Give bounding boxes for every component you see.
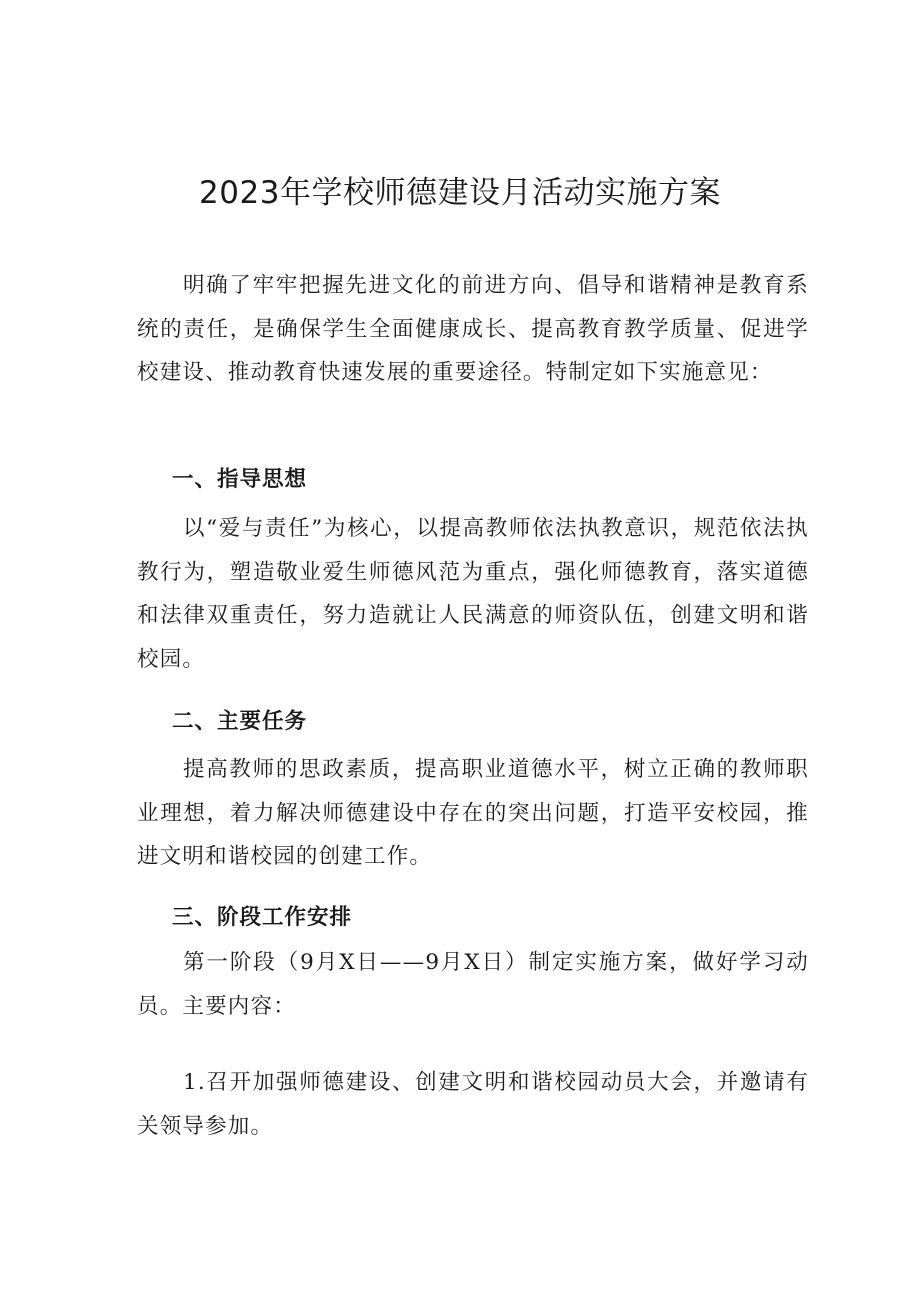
section-heading-main-tasks: 二、主要任务 <box>172 709 308 734</box>
section-body-main-tasks: 提高教师的思政素质，提高职业道德水平，树立正确的教师职业理想，着力解决师德建设中存在的突出问题，打造平安校园，推进文明和谐校园的创建工作。 <box>137 757 809 869</box>
section-heading-stage-arrangement: 三、阶段工作安排 <box>172 905 353 930</box>
intro-paragraph: 明确了牢牢把握先进文化的前进方向、倡导和谐精神是教育系统的责任，是确保学生全面健康成长、提高教育教学质量、促进学校建设、推动教育快速发展的重要途径。特制定如下实施意见： <box>137 273 809 385</box>
list-item: 1.召开加强师德建设、创建文明和谐校园动员大会，并邀请有关领导参加。 <box>137 1070 809 1139</box>
section-body-stage-arrangement: 第一阶段（9月X日——9月X日）制定实施方案，做好学习动员。主要内容： <box>137 950 809 1019</box>
section-heading-guiding-ideology: 一、指导思想 <box>172 467 308 492</box>
section-body-guiding-ideology: 以“爱与责任”为核心，以提高教师依法执教意识，规范依法执教行为，塑造敬业爱生师德风范为重点，强化师德教育，落实道德和法律双重责任，努力造就让人民满意的师资队伍，创建文明和谐校园。 <box>137 516 809 672</box>
document-title: 2023年学校师德建设月活动实施方案 <box>199 175 721 211</box>
